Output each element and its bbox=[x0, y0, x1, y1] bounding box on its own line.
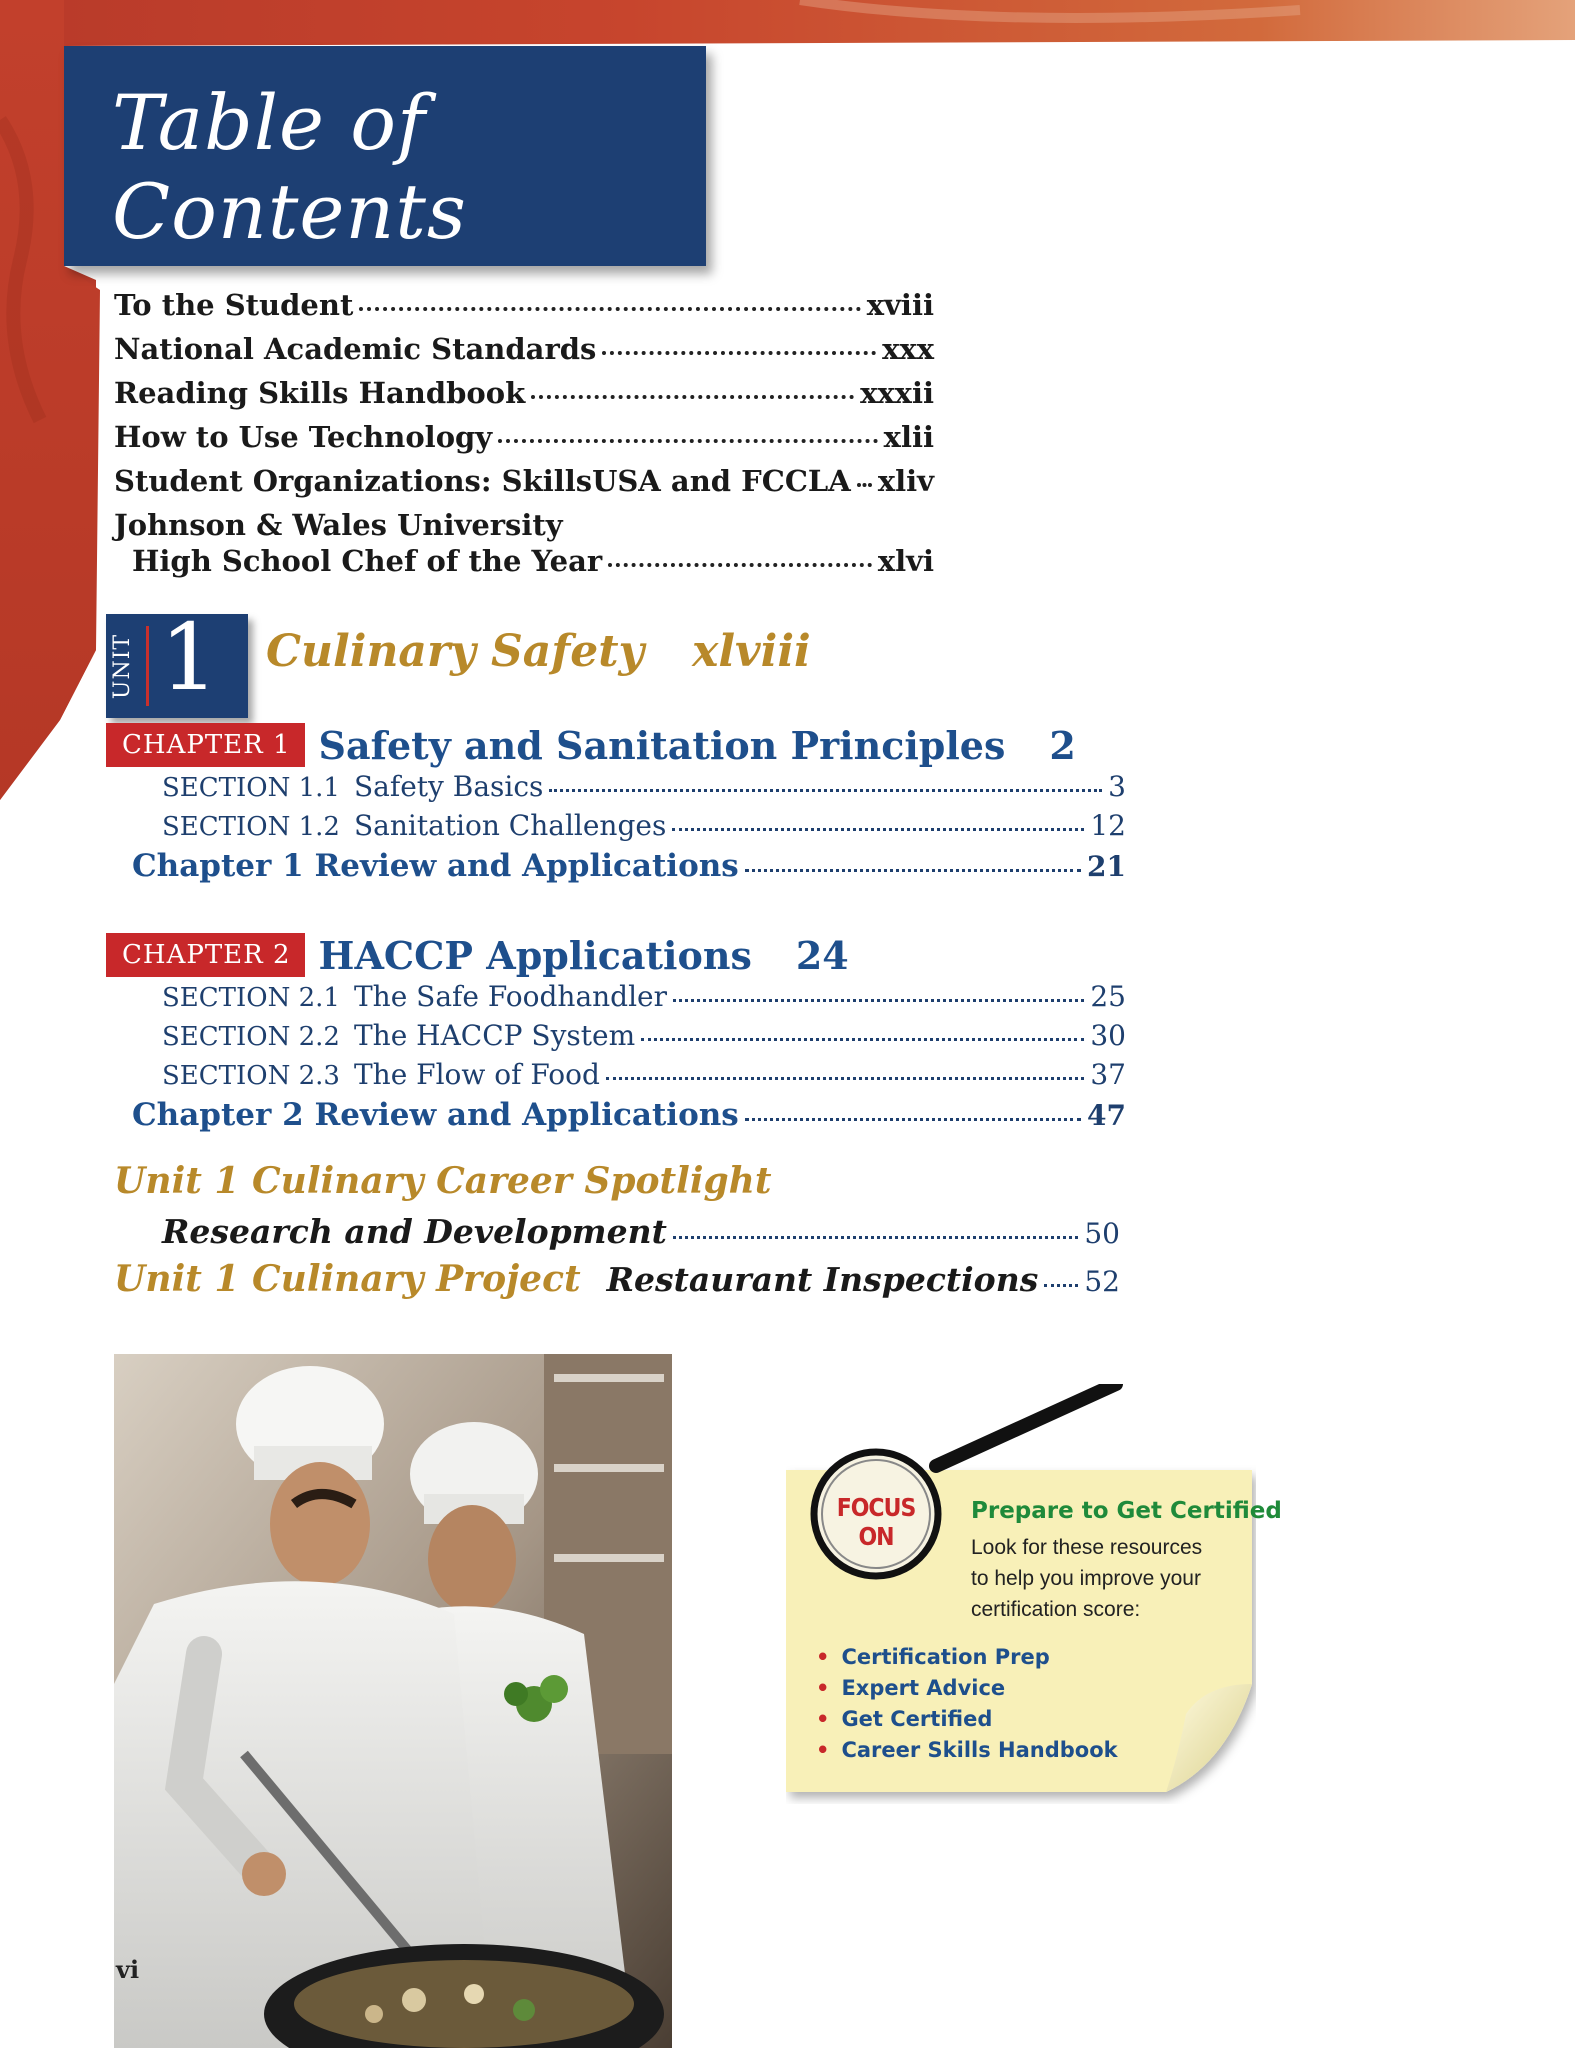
section-page: 3 bbox=[1108, 770, 1126, 803]
toc-entry-page: xlvi bbox=[877, 544, 934, 578]
toc-entry-page: xxxii bbox=[860, 376, 934, 410]
list-item[interactable] bbox=[816, 1704, 1118, 1735]
unit-badge bbox=[106, 604, 248, 718]
leader-dots bbox=[857, 483, 872, 487]
chapter-badge: CHAPTER 1 bbox=[106, 723, 305, 767]
leader-dots bbox=[673, 999, 1084, 1002]
career-spotlight-heading: Unit 1 Culinary Career Spotlight bbox=[114, 1160, 772, 1202]
page-number: vi bbox=[116, 1955, 140, 1984]
leader-dots bbox=[549, 789, 1102, 792]
section-number: SECTION 2.2 bbox=[162, 1022, 340, 1052]
culinary-project-page: 52 bbox=[1084, 1265, 1120, 1298]
section-page: 25 bbox=[1090, 980, 1126, 1013]
culinary-project-label: Unit 1 Culinary Project bbox=[114, 1258, 581, 1300]
section-entry[interactable] bbox=[162, 1058, 1126, 1097]
leader-dots bbox=[606, 1077, 1084, 1080]
leader-dots bbox=[745, 869, 1081, 872]
toc-entry-page: xliv bbox=[877, 464, 934, 498]
leader-dots bbox=[359, 307, 860, 311]
leader-dots bbox=[531, 395, 854, 399]
unit-page: xlviii bbox=[692, 626, 811, 677]
focus-on-resource-list bbox=[816, 1642, 1118, 1766]
leader-dots bbox=[1044, 1284, 1078, 1287]
section-number: SECTION 1.1 bbox=[162, 773, 340, 803]
front-matter-list bbox=[114, 288, 934, 588]
leader-dots bbox=[602, 351, 876, 355]
chapter-block bbox=[106, 720, 1126, 892]
focus-on-callout bbox=[786, 1384, 1282, 1804]
toc-entry-label-line2: High School Chef of the Year bbox=[132, 544, 603, 578]
unit-word: UNIT bbox=[110, 633, 136, 699]
section-title: The Safe Foodhandler bbox=[353, 980, 668, 1013]
review-page: 47 bbox=[1087, 1099, 1126, 1132]
resource-label: Get Certified bbox=[841, 1707, 993, 1731]
toc-entry-multiline[interactable] bbox=[114, 508, 934, 588]
toc-entry-label: Student Organizations: SkillsUSA and FCCLA bbox=[114, 464, 851, 498]
section-entry[interactable] bbox=[162, 1019, 1126, 1058]
section-page: 12 bbox=[1090, 809, 1126, 842]
review-label: Chapter 2 Review and Applications bbox=[132, 1097, 739, 1133]
page-title: Table of Contents bbox=[112, 78, 467, 256]
bullet-icon: • bbox=[816, 1707, 830, 1731]
list-item[interactable] bbox=[816, 1673, 1118, 1704]
toc-entry[interactable] bbox=[114, 332, 934, 376]
leader-dots bbox=[673, 1236, 1079, 1239]
leader-dots bbox=[672, 828, 1084, 831]
bullet-icon: • bbox=[816, 1676, 830, 1700]
list-item[interactable] bbox=[816, 1735, 1118, 1766]
section-title: The Flow of Food bbox=[353, 1058, 600, 1091]
resource-label: Expert Advice bbox=[841, 1676, 1006, 1700]
toc-entry[interactable] bbox=[114, 420, 934, 464]
leader-dots bbox=[608, 563, 872, 567]
leader-dots bbox=[498, 439, 877, 443]
chapter-badge: CHAPTER 2 bbox=[106, 933, 305, 977]
leader-dots bbox=[641, 1038, 1084, 1041]
toc-entry-label: To the Student bbox=[114, 288, 354, 322]
toc-entry-label-line1: Johnson & Wales University bbox=[114, 508, 563, 542]
culinary-project-entry[interactable] bbox=[114, 1258, 1120, 1304]
review-page: 21 bbox=[1087, 850, 1126, 883]
chapter-heading[interactable] bbox=[106, 720, 1126, 770]
toc-entry-label: How to Use Technology bbox=[114, 420, 493, 454]
leader-dots bbox=[745, 1118, 1081, 1121]
focus-on-body-line: certification score: bbox=[971, 1598, 1141, 1621]
focus-on-body-line: Look for these resources bbox=[971, 1536, 1203, 1559]
career-spotlight-page: 50 bbox=[1084, 1217, 1120, 1250]
resource-label: Certification Prep bbox=[841, 1645, 1050, 1669]
toc-entry-label: Reading Skills Handbook bbox=[114, 376, 526, 410]
toc-entry-page: xxx bbox=[882, 332, 934, 366]
bullet-icon: • bbox=[816, 1645, 830, 1669]
toc-entry-page: xviii bbox=[866, 288, 934, 322]
section-entry[interactable] bbox=[162, 809, 1126, 848]
section-number: SECTION 1.2 bbox=[162, 812, 340, 842]
resource-label: Career Skills Handbook bbox=[841, 1738, 1118, 1762]
section-number: SECTION 2.3 bbox=[162, 1061, 340, 1091]
toc-entry[interactable] bbox=[114, 376, 934, 420]
unit-number: 1 bbox=[160, 604, 219, 711]
section-entry[interactable] bbox=[162, 980, 1126, 1019]
section-title: Sanitation Challenges bbox=[353, 809, 667, 842]
focus-on-title: Prepare to Get Certified bbox=[971, 1498, 1282, 1524]
section-page: 37 bbox=[1090, 1058, 1126, 1091]
chapter-block bbox=[106, 930, 1126, 1141]
career-spotlight-entry[interactable] bbox=[162, 1212, 1120, 1258]
bullet-icon: • bbox=[816, 1738, 830, 1762]
toc-entry[interactable] bbox=[114, 288, 934, 332]
chapter-title: Safety and Sanitation Principles bbox=[318, 722, 1006, 768]
unit-divider bbox=[146, 626, 149, 706]
chapter-review-entry[interactable] bbox=[132, 848, 1126, 892]
section-number: SECTION 2.1 bbox=[162, 983, 340, 1013]
culinary-project-item: Restaurant Inspections bbox=[606, 1260, 1039, 1299]
list-item[interactable] bbox=[816, 1642, 1118, 1673]
chapter-page: 24 bbox=[795, 932, 849, 978]
section-page: 30 bbox=[1090, 1019, 1126, 1052]
toc-entry-page: xlii bbox=[883, 420, 934, 454]
chapter-title: HACCP Applications bbox=[318, 932, 752, 978]
unit-features bbox=[114, 1160, 1120, 1304]
chapter-page: 2 bbox=[1049, 722, 1076, 768]
chefs-cooking-photo bbox=[114, 1354, 672, 2048]
section-entry[interactable] bbox=[162, 770, 1126, 809]
focus-on-body-line: to help you improve your bbox=[971, 1567, 1201, 1590]
title-banner bbox=[64, 46, 706, 266]
focus-on-badge: FOCUS ON bbox=[836, 1494, 916, 1552]
chapter-heading[interactable] bbox=[106, 930, 1126, 980]
toc-entry[interactable] bbox=[114, 464, 934, 508]
unit-title: Culinary Safety bbox=[266, 626, 645, 677]
section-title: Safety Basics bbox=[353, 770, 544, 803]
review-label: Chapter 1 Review and Applications bbox=[132, 848, 739, 884]
focus-on-body bbox=[971, 1532, 1241, 1625]
toc-entry-label: National Academic Standards bbox=[114, 332, 597, 366]
career-spotlight-item: Research and Development bbox=[162, 1212, 667, 1251]
magnifier-handle bbox=[936, 1384, 1116, 1466]
section-title: The HACCP System bbox=[353, 1019, 636, 1052]
chapter-review-entry[interactable] bbox=[132, 1097, 1126, 1141]
